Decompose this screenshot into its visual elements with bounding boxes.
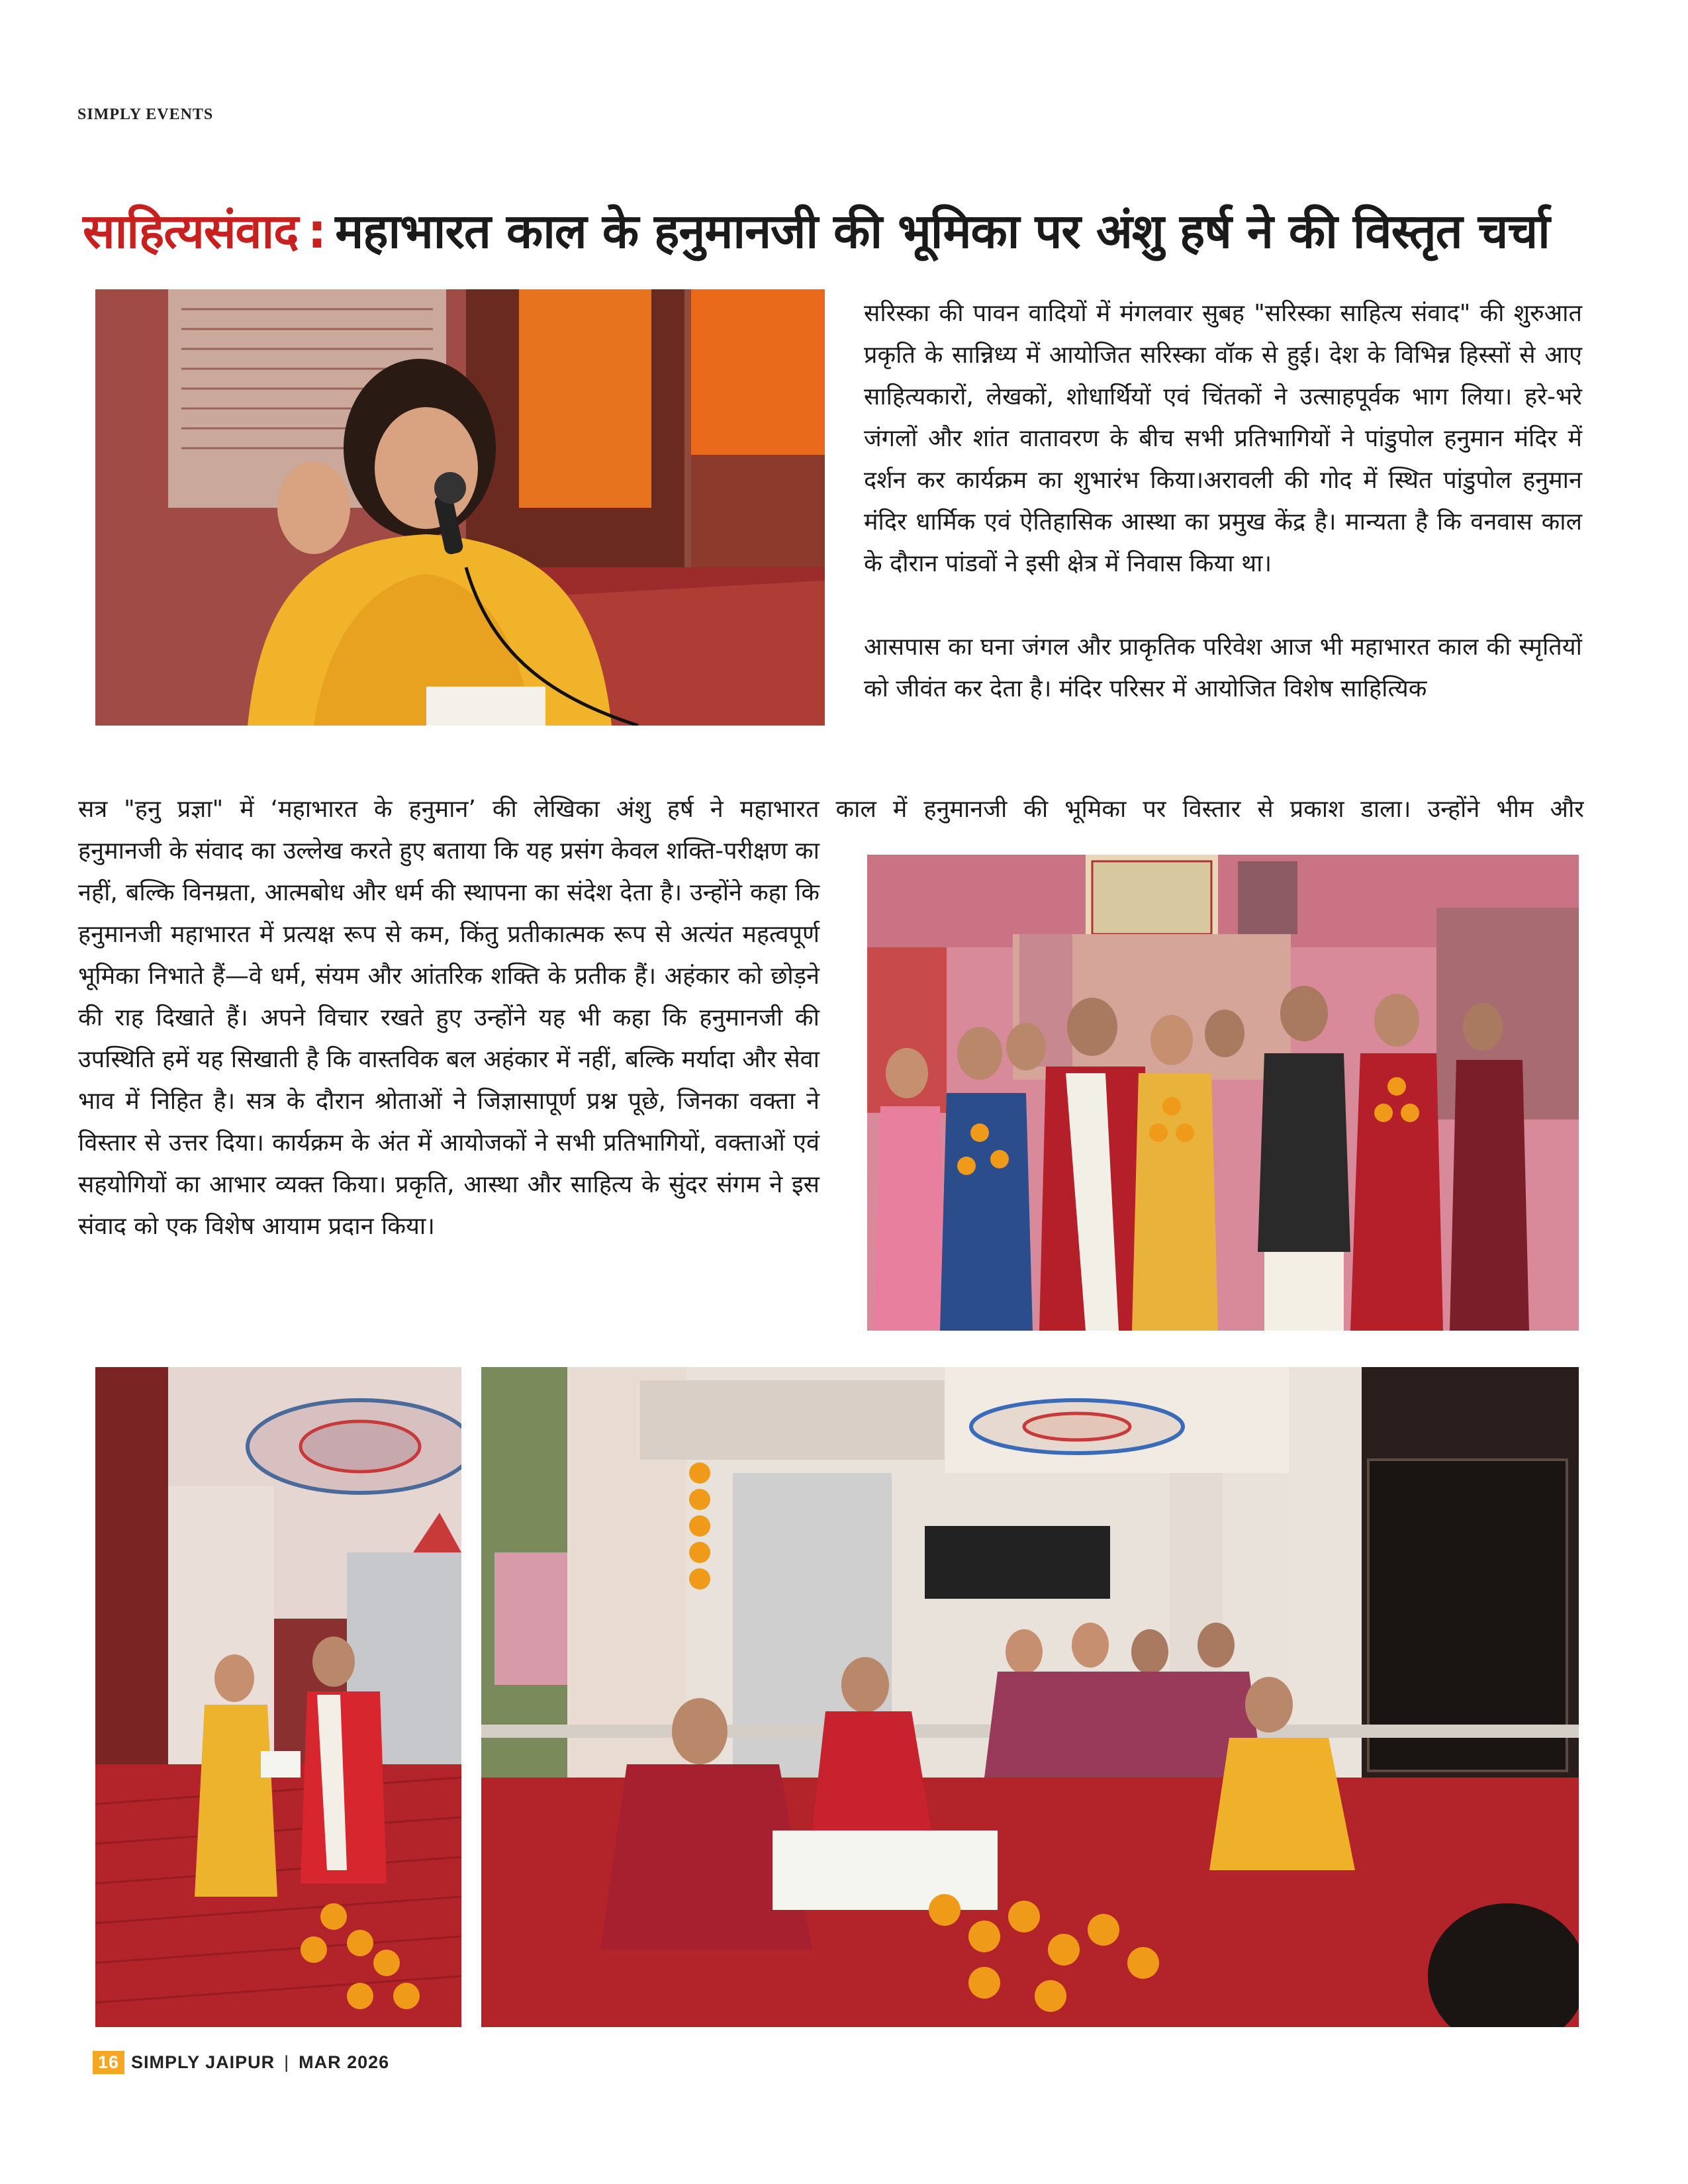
headline-title: महाभारत काल के हनुमानजी की भूमिका पर अंशु हर्ष ने की विस्तृत चर्चा (335, 203, 1550, 259)
page-footer (93, 2046, 389, 2078)
headline-separator: : (307, 203, 326, 259)
article-paragraph-1: सरिस्का की पावन वादियों में मंगलवार सुबह "सरिस्का साहित्य संवाद" की शुरुआत प्रकृति के सान्निध्य में आयोजित सरिस्का वॉक से हुई। देश के विभिन्न हिस्सों से आए साहित्यकारों, लेखकों, शोधार्थियों एवं चिंतकों ने उत्साहपूर्वक भाग लिया। हरे-भरे जंगलों और शांत वातावरण के बीच सभी प्रतिभागियों ने पांडुपोल हनुमान मंदिर में दर्शन कर कार्यक्रम का शुभारंभ किया।अरावली की गोद में स्थित पांडुपोल हनुमान मंदिर धार्मिक एवं ऐतिहासिक आस्था का प्रमुख केंद्र है। मान्यता है कि वनवास काल के दौरान पांडवों ने इसी क्षेत्र में निवास किया था। (864, 300, 1582, 577)
article-fullwidth-line: सत्र "हनु प्रज्ञा" में ‘महाभारत के हनुमान’ की लेखिका अंशु हर्ष ने महाभारत काल में हनुमानजी की भूमिका पर विस्तार से प्रकाश डाला। उन्होंने भीम और (78, 796, 1584, 823)
article-column-left: हनुमानजी के संवाद का उल्लेख करते हुए बताया कि यह प्रसंग केवल शक्ति-परीक्षण का नहीं, बल्कि विनम्रता, आत्मबोध और धर्म की स्थापना का संदेश देता है। उन्होंने कहा कि हनुमानजी महाभारत में प्रत्यक्ष रूप से कम, किंतु प्रतीकात्मक रूप से अत्यंत महत्वपूर्ण भूमिका निभाते हैं—वे धर्म, संयम और आंतरिक शक्ति के प्रतीक हैं। अहंकार को छोड़ने की राह दिखाते हैं। अपने विचार रखते हुए उन्होंने यह भी कहा कि हनुमानजी की उपस्थिति हमें यह सिखाती है कि वास्तविक बल अहंकार में नहीं, बल्कि मर्यादा और सेवा भाव में निहित है। सत्र के दौरान श्रोताओं ने जिज्ञासापूर्ण प्रश्न पूछे, जिनका वक्ता ने विस्तार से उत्तर दिया। कार्यक्रम के अंत में आयोजकों ने सभी प्रतिभागियों, वक्ताओं एवं सहयोगियों का आभार व्यक्त किया। प्रकृति, आस्था और साहित्य के सुंदर संगम ने इस संवाद को एक विशेष आयाम प्रदान किया। (78, 837, 820, 1240)
headline-kicker: साहित्यसंवाद (83, 203, 299, 259)
photo-seated-ceremony-icon (481, 1367, 1579, 2027)
photo-speaker-with-microphone-icon (95, 289, 825, 726)
photo-group (867, 855, 1579, 1331)
photo-ceremony (481, 1367, 1579, 2027)
photo-felicitation-icon (95, 1367, 461, 2027)
magazine-name: SIMPLY JAIPUR (131, 2052, 275, 2072)
page-number: 16 (93, 2051, 124, 2074)
section-label: SIMPLY EVENTS (77, 106, 214, 123)
photo-group-at-temple-icon (867, 855, 1579, 1331)
issue-date: MAR 2026 (299, 2052, 390, 2072)
article-column-top (864, 293, 1582, 710)
footer-divider: | (284, 2052, 290, 2072)
photo-speaker (95, 289, 825, 726)
article-paragraph-2-start: आसपास का घना जंगल और प्राकृतिक परिवेश आज भी महाभारत काल की स्मृतियों को जीवंत कर देता है। मंदिर परिसर में आयोजित विशेष साहित्यिक (864, 634, 1582, 702)
headline (83, 205, 1605, 258)
photo-felicitation (95, 1367, 461, 2027)
